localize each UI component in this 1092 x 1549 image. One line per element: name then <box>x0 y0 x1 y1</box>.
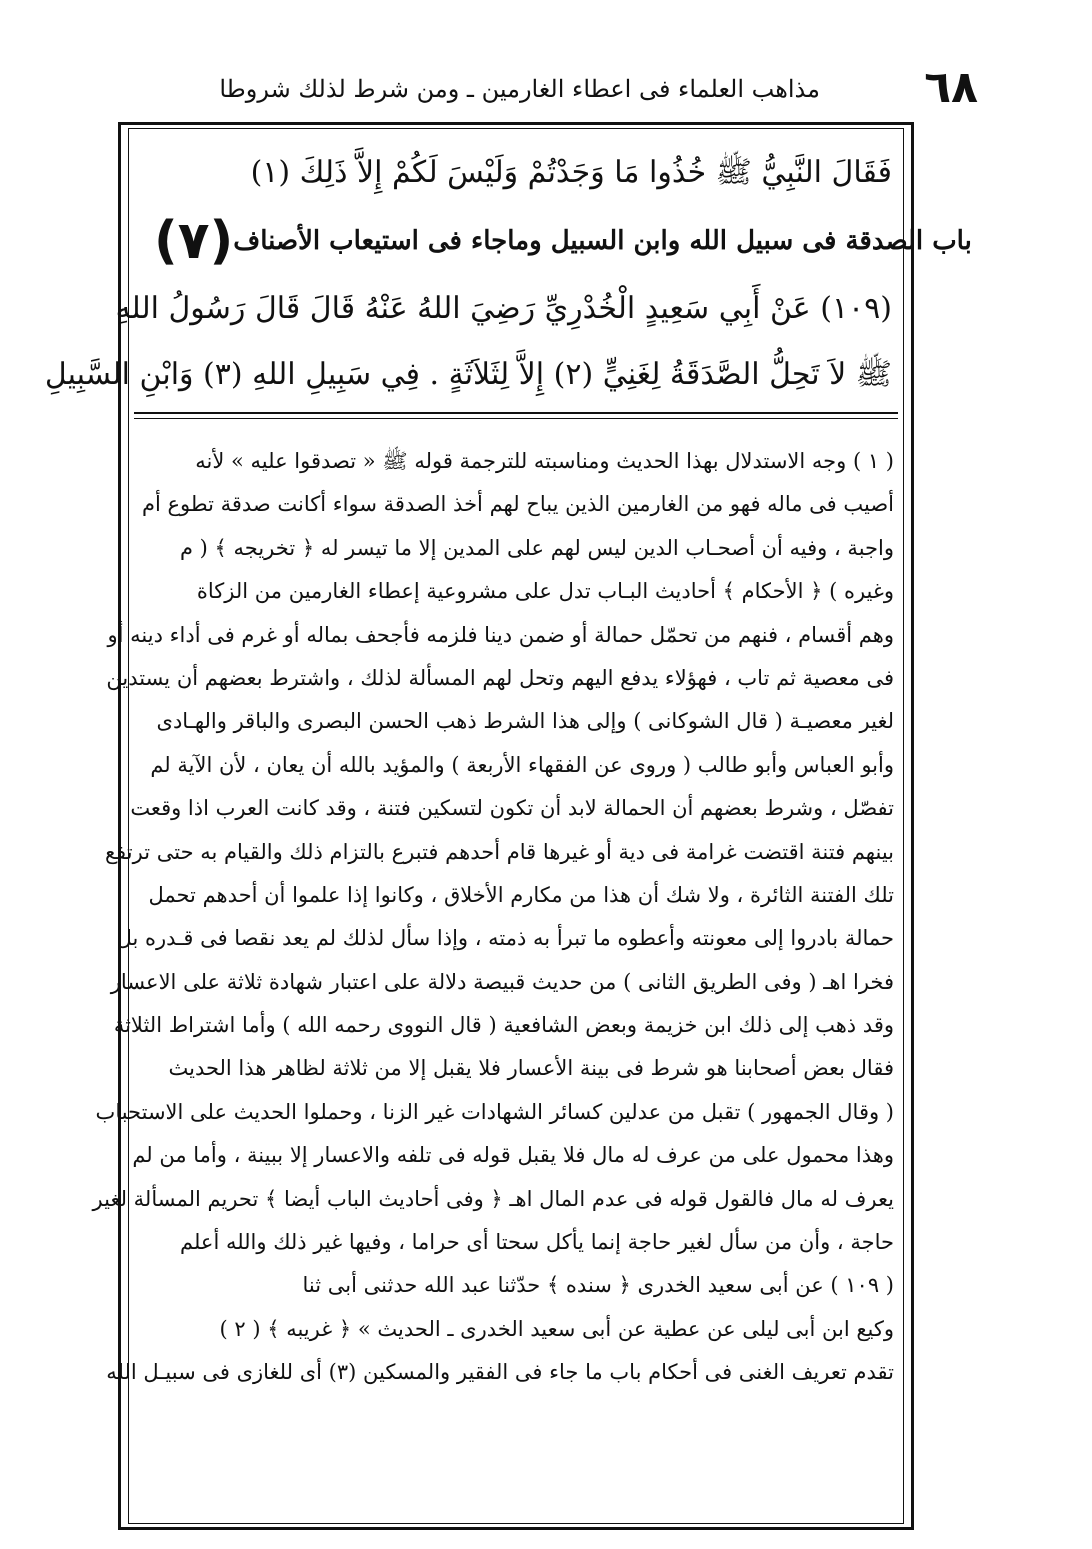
running-title: مذاهب العلماء فى اعطاء الغارمين ـ ومن شرط لذلك شروطا <box>219 75 820 103</box>
chapter-number: (٧) <box>154 211 234 271</box>
hadith-text-line-3: ﷺ لاَ تَحِلُّ الصَّدَقَةُ لِغَنِيٍّ (٢) إِلاَّ لِثَلاَثَةٍ . فِي سَبِيلِ اللهِ (٣) وَابْنِ السَّبِيلِ <box>44 357 892 392</box>
hadith-section <box>44 140 972 408</box>
section-divider <box>134 412 898 414</box>
note-line: بينهم فتنة اقتضت غرامة فى دية أو غيرها قام أحدهم فتبرع بالتزام ذلك والقيام به حتى ترتفع <box>105 839 894 864</box>
note-line: ( ١٠٩ ) عن أبى سعيد الخدرى ﴿ سنده ﴾ حدّثنا عبد الله حدثنى أبى ثنا <box>302 1273 894 1298</box>
note-line: حمالة بادروا إلى معونته وأعطوه ما تبرأ به ذمته ، وإذا سأل لذلك لم يعد نقصا فى قـدره بل <box>116 926 894 951</box>
note-line: تلك الفتنة الثائرة ، ولا شك أن هذا من مكارم الأخلاق ، وكانوا إذا علموا أن أحدهم تحمل <box>148 882 894 907</box>
note-line: وغيره ) ﴿ الأحكام ﴾ أحاديث البـاب تدل على مشروعية إعطاء الغارمين من الزكاة <box>196 579 894 604</box>
note-line: وقد ذهب إلى ذلك ابن خزيمة وبعض الشافعية ( قال النووى رحمه الله ) وأما اشتراط الثلاثة <box>113 1013 894 1038</box>
note-line: فقال بعض أصحابنا هو شرط فى بينة الأعسار فلا يقبل إلا من ثلاثة لظاهر هذا الحديث <box>168 1056 894 1081</box>
section-divider-thin <box>134 418 898 419</box>
note-line: وأبو العباس وأبو طالب ( وروى عن الفقهاء الأربعة ) والمؤيد بالله أن يعان ، لأن الآية لم <box>150 752 894 777</box>
note-line: لغير معصيـة ( قال الشوكانى ) وإلى هذا الشرط ذهب الحسن البصرى والباقر والهـادى <box>156 709 894 734</box>
note-line: ( وقال الجمهور ) تقبل من عدلين كسائر الشهادات غير الزنا ، وحملوا الحديث على الاستحباب <box>95 1099 894 1124</box>
note-line: تقدم تعريف الغنى فى أحكام باب ما جاء فى الفقير والمسكين (٣) أى للغازى فى سبيـل الله <box>106 1360 894 1385</box>
page-header <box>120 62 980 118</box>
note-line: تفصّل ، وشرط بعضهم أن الحمالة لابد أن تكون لتسكين فتنة ، وقد كانت العرب اذا وقعت <box>130 796 894 821</box>
hadith-text-line-2: (١٠٩) عَنْ أَبِي سَعِيدٍ الْخُدْرِيِّ رَضِيَ اللهُ عَنْهُ قَالَ قَالَ رَسُولُ اللهِ <box>115 291 892 326</box>
note-line: وهذا محمول على من عرف له مال فلا يقبل قوله فى تلفه والاعسار إلا ببينة ، وأما من لم <box>132 1143 894 1168</box>
note-line: أصيب فى ماله فهو من الغارمين الذين يباح لهم أخذ الصدقة سواء أكانت صدقة تطوع أم <box>141 492 894 517</box>
chapter-heading <box>140 206 972 276</box>
note-line: وهم أقسام ، فنهم من تحمّل حمالة أو ضمن دينا فلزمه فأجحف بماله أو غرم فى أداء دينه أو <box>107 622 894 647</box>
page-number: ٦٨ <box>924 62 978 113</box>
hadith-text-line-1: فَقَالَ النَّبِيُّ ﷺ خُذُوا مَا وَجَدْتُمْ وَلَيْسَ لَكُمْ إِلاَّ ذَلِكَ (١) <box>250 155 892 190</box>
chapter-title: باب الصدقة فى سبيل الله وابن السبيل وماجاء فى استيعاب الأصناف <box>233 226 972 256</box>
commentary-notes <box>92 440 894 1395</box>
note-line: وكيع ابن أبى ليلى عن عطية عن أبى سعيد الخدرى ـ الحديث » ﴿ غريبه ﴾ ( ٢ ) <box>219 1316 894 1341</box>
note-line: فخرا اهـ ( وفى الطريق الثانى ) من حديث قبيصة دلالة على اعتبار شهادة ثلاثة على الاعسار <box>110 969 894 994</box>
note-line: واجبة ، وفيه أن أصحـاب الدين ليس لهم على المدين إلا ما تيسر له ﴿ تخريجه ﴾ ( م <box>180 535 894 560</box>
note-line: يعرف له مال فالقول قوله فى عدم المال اهـ ﴿ وفى أحاديث الباب أيضا ﴾ تحريم المسألة لغير <box>92 1186 894 1211</box>
note-line: ( ١ ) وجه الاستدلال بهذا الحديث ومناسبته للترجمة قوله ﷺ « تصدقوا عليه » لأنه <box>195 449 894 473</box>
note-line: فى معصية ثم تاب ، فهؤلاء يدفع اليهم وتحل لهم المسألة لذلك ، واشترط بعضهم أن يستدين <box>106 665 894 690</box>
note-line: حاجة ، وأن من سأل لغير حاجة إنما يأكل سحتا أى حراما ، وفيها غير ذلك والله أعلم <box>179 1230 894 1255</box>
